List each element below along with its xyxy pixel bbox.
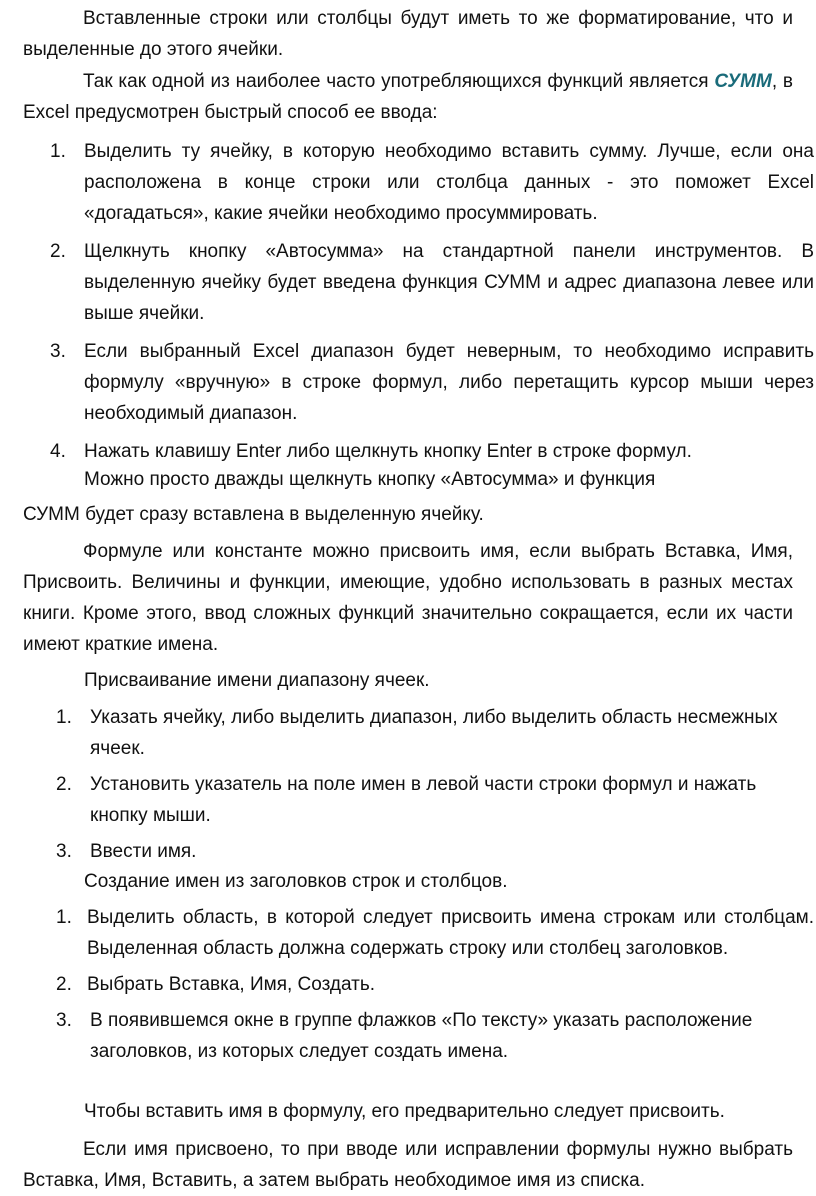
list-item: 2. Выбрать Вставка, Имя, Создать. xyxy=(56,974,376,995)
list-item: 2. Щелкнуть кнопку «Автосумма» на стандартной панели инструментов. В выделенную ячейку будет введена функция СУММ и адрес диапазона левее или выше ячейки. xyxy=(50,241,814,324)
paragraph-formatting: Вставленные строки или столбцы будут иметь то же форматирование, что и выделенные до этого ячейки. xyxy=(23,8,793,60)
autosum-steps-list xyxy=(0,136,816,467)
list-item: 1. Выделить ту ячейку, в которую необходимо вставить сумму. Лучше, если она расположена в конце строки или столбца данных - это поможет Excel «догадаться», какие ячейки необходимо просуммировать. xyxy=(50,141,814,224)
paragraph-insert-name: Чтобы вставить имя в формулу, его предварительно следует присвоить. xyxy=(84,1101,725,1122)
list-item: 1. Выделить область, в которой следует присвоить имена строкам или столбцам. Выделенная область должна содержать строку или столбец заголовков. xyxy=(56,907,814,959)
list-item: 1. Указать ячейку, либо выделить диапазон, либо выделить область несмежных ячеек. xyxy=(56,707,778,759)
paragraph-naming: Формуле или константе можно присвоить имя, если выбрать Вставка, Имя, Присвоить. Величины и функции, имеющие, удобно использовать в разных местах книги. Кроме этого, ввод сложных функций значительно сокращается, если их части имеют краткие имена. xyxy=(23,541,793,655)
paragraph-double-click: Можно просто дважды щелкнуть кнопку «Автосумма» и функция xyxy=(84,469,656,490)
create-names-steps-list xyxy=(0,902,816,1067)
list-item: 4. Нажать клавишу Enter либо щелкнуть кнопку Enter в строке формул. xyxy=(50,441,692,462)
summ-function-name: СУММ xyxy=(714,71,772,92)
list-item: 3. Ввести имя. xyxy=(56,841,197,862)
heading-create-names: Создание имен из заголовков строк и столбцов. xyxy=(84,871,508,892)
paragraph-summ-intro: Так как одной из наиболее часто употребляющихся функций является СУММ, в Excel предусмотрен быстрый способ ее ввода: xyxy=(23,71,793,123)
list-item: 3. В появившемся окне в группе флажков «По тексту» указать расположение заголовков, из которых следует создать имена. xyxy=(56,1010,753,1062)
assign-name-steps-list xyxy=(0,702,790,867)
paragraph-insert-name-steps: Если имя присвоено, то при вводе или исправлении формулы нужно выбрать Вставка, Имя, Вставить, а затем выбрать необходимое имя из списка. xyxy=(23,1139,793,1191)
heading-assign-name: Присваивание имени диапазону ячеек. xyxy=(84,670,430,691)
list-item: 2. Установить указатель на поле имен в левой части строки формул и нажать кнопку мыши. xyxy=(56,774,757,826)
list-item: 3. Если выбранный Excel диапазон будет неверным, то необходимо исправить формулу «вручную» в строке формул, либо перетащить курсор мыши через необходимый диапазон. xyxy=(50,341,814,424)
paragraph-double-click-cont: СУММ будет сразу вставлена в выделенную ячейку. xyxy=(23,504,484,525)
